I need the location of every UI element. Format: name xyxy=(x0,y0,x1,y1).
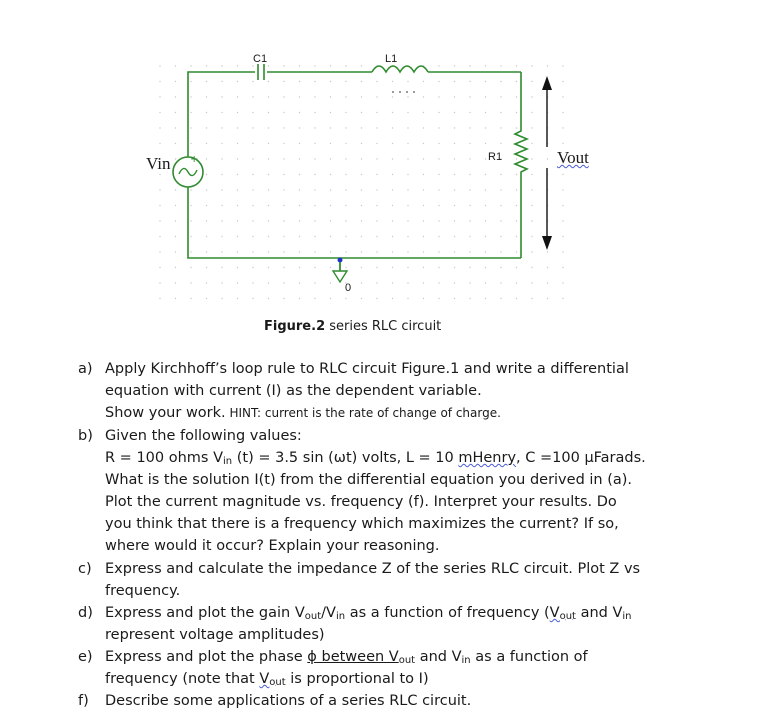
question-b-text-d: . xyxy=(641,450,646,466)
question-a-hint: HINT: current is the rate of change of charge. xyxy=(225,406,501,420)
question-d-text-e: and V xyxy=(575,605,623,621)
label-ground: 0 xyxy=(345,282,352,294)
question-b-text-b: (t) = 3.5 sin (ωt) volts, L = 10 xyxy=(232,450,459,466)
question-e-text-e: frequency (note that xyxy=(105,671,260,687)
question-d-text-a: Express and plot the gain V xyxy=(105,605,305,621)
svg-text:+: + xyxy=(190,154,199,165)
question-b-line1: Given the following values: xyxy=(105,428,302,444)
question-d-text-d: V xyxy=(549,605,560,621)
figure-caption xyxy=(264,319,441,334)
schematic-grid xyxy=(150,60,570,310)
question-a-line1: Apply Kirchhoff’s loop rule to RLC circuit Figure.1 and write a differential xyxy=(105,361,629,377)
question-b-line4: Plot the current magnitude vs. frequency (f). Interpret your results. Do xyxy=(105,494,617,510)
question-b-text-a: R = 100 ohms V xyxy=(105,450,223,466)
label-c1: C1 xyxy=(253,53,268,65)
question-b-line3: What is the solution I(t) from the differential equation you derived in (a). xyxy=(105,472,633,488)
question-a-work: Show your work. xyxy=(105,405,226,421)
question-e-label: e) xyxy=(78,649,93,665)
question-d-label: d) xyxy=(78,605,93,621)
question-e-text-d: as a function of xyxy=(470,649,588,665)
question-c-line1: Express and calculate the impedance Z of the series RLC circuit. Plot Z vs xyxy=(105,561,641,577)
question-e-line2 xyxy=(105,671,429,688)
caption-figure-number: Figure.2 xyxy=(264,319,326,334)
question-b-sub-in: in xyxy=(223,456,233,467)
question-d-text-c: as a function of frequency ( xyxy=(345,605,550,621)
question-b-mhenry: mHenry xyxy=(458,450,517,466)
question-c-label: c) xyxy=(78,561,92,577)
label-r1: R1 xyxy=(488,151,503,163)
question-c-line2: frequency. xyxy=(105,583,181,599)
caption-text: series RLC circuit xyxy=(325,319,442,334)
question-b-line6: where would it occur? Explain your reasoning. xyxy=(105,538,440,554)
question-d-sub-out: out xyxy=(304,611,322,622)
question-e-text-f: V xyxy=(259,671,270,687)
question-e-text-b: between V xyxy=(316,649,399,665)
question-b-line2 xyxy=(105,450,646,467)
question-d-line1 xyxy=(105,605,632,622)
question-e-vout xyxy=(259,671,285,687)
question-d-line2: represent voltage amplitudes) xyxy=(105,627,325,643)
question-d-text-b: /V xyxy=(321,605,336,621)
question-f-line1: Describe some applications of a series RLC circuit. xyxy=(105,693,472,709)
question-b-mufarads: μFarads xyxy=(584,450,642,466)
question-a-line3 xyxy=(105,405,501,421)
question-e-sub-in: in xyxy=(461,655,471,666)
label-vin: Vin xyxy=(146,154,171,173)
question-d-sub-in-2: in xyxy=(622,611,632,622)
circuit-diagram xyxy=(0,0,773,320)
question-d-vout xyxy=(550,605,576,621)
question-b-label: b) xyxy=(78,428,93,444)
label-l1: L1 xyxy=(385,53,398,65)
question-a-line2: equation with current (I) as the dependent variable. xyxy=(105,383,482,399)
question-b-line5: you think that there is a frequency which maximizes the current? If so, xyxy=(105,516,619,532)
question-e-text-a: Express and plot the phase xyxy=(105,649,308,665)
question-f-label: f) xyxy=(78,693,89,709)
question-e-text-g: is proportional to I) xyxy=(285,671,429,687)
question-d-sub-in: in xyxy=(335,611,346,622)
question-e-text-c: and V xyxy=(415,649,462,665)
question-e-sub-out-2: out xyxy=(269,677,286,688)
label-vout: Vout xyxy=(557,148,589,167)
question-a-label: a) xyxy=(78,361,93,377)
question-e-line1 xyxy=(105,649,588,666)
question-b-text-c: , C =100 xyxy=(516,450,585,466)
question-e-phi-between xyxy=(307,649,415,665)
question-e-phi: ϕ xyxy=(307,649,317,665)
question-e-sub-out: out xyxy=(398,655,416,666)
question-d-sub-out-2: out xyxy=(559,611,576,622)
